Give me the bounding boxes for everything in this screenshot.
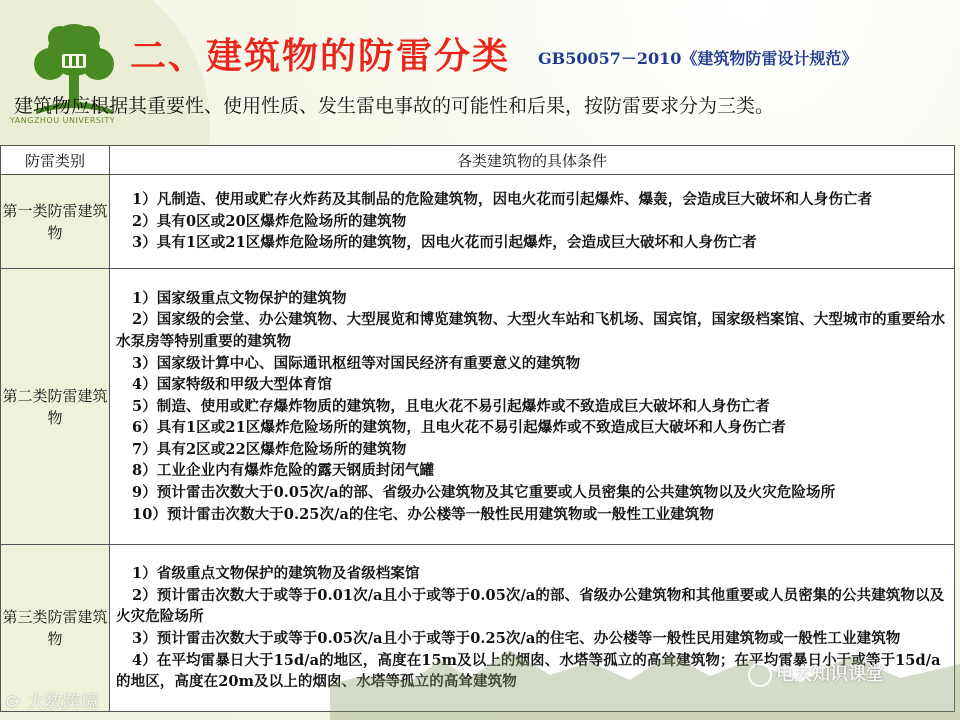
table-row: [1, 269, 955, 545]
condition-item: 2）具有0区或20区爆炸危险场所的建筑物: [132, 212, 407, 230]
condition-item: 3）预计雷击次数大于或等于0.05次/a且小于或等于0.25次/a的住宅、办公楼等一般性民用建筑物或一般性工业建筑物: [132, 630, 901, 647]
condition-item: 2）国家级的会堂、办公建筑物、大型展览和博览建筑物、大型火车站和飞机场、国宾馆，国家级档案馆、大型城市的重要给水水泵房等特别重要的建筑物: [116, 311, 946, 350]
condition-item: 5）制造、使用或贮存爆炸物质的建筑物，且电火花不易引起爆炸或不致造成巨大破坏和人身伤亡者: [132, 397, 770, 415]
condition-item: 3）国家级计算中心、国际通讯枢纽等对国民经济有重要意义的建筑物: [132, 354, 581, 372]
intro-text: 建筑物应根据其重要性、使用性质、发生雷电事故的可能性和后果，按防雷要求分为三类。: [14, 95, 775, 117]
condition-item: 1）国家级重点文物保护的建筑物: [132, 289, 347, 307]
condition-item: 1）省级重点文物保护的建筑物及省级档案馆: [132, 565, 420, 583]
chat-bubble-icon: [748, 663, 772, 687]
standard-reference: GB50057－2010《建筑物防雷设计规范》: [538, 49, 858, 68]
watermark-logo-icon: ⟳: [6, 692, 27, 713]
condition-item: 3）具有1区或21区爆炸危险场所的建筑物，因电火花而引起爆炸，会造成巨大破坏和人身伤亡者: [132, 234, 757, 252]
condition-item: 4）在平均雷暴日大于15d/a的地区，高度在15m及以上的烟囱、水塔等孤立的高耸建筑物；在平均雷暴日小于或等于15d/a的地区，高度在20m及以上的烟囱、水塔等孤立的高耸建筑物: [116, 651, 941, 691]
condition-item: 6）具有1区或21区爆炸危险场所的建筑物，且电火花不易引起爆炸或不致造成巨大破坏和人身伤亡者: [132, 419, 786, 437]
category-cell: 第二类防雷建筑物: [1, 269, 110, 545]
category-cell: 第一类防雷建筑物: [1, 175, 110, 269]
slide-title: 二、建筑物的防雷分类: [130, 36, 511, 77]
header-category: 防雷类别: [1, 146, 110, 175]
condition-item: 10）预计雷击次数大于0.25次/a的住宅、办公楼等一般性民用建筑物或一般性工业建筑物: [132, 505, 714, 523]
condition-item: 9）预计雷击次数大于0.05次/a的部、省级办公建筑物及其它重要或人员密集的公共建筑物以及火灾危险场所: [132, 484, 836, 502]
conditions-cell: [110, 269, 955, 545]
logo-caption: YANGZHOU UNIVERSITY: [10, 116, 116, 125]
watermark-left-text: 大数跨境: [26, 692, 99, 713]
condition-item: 4）国家特级和甲级大型体育馆: [132, 376, 332, 394]
condition-item: 1）凡制造、使用或贮存火炸药及其制品的危险建筑物，因电火花而引起爆炸、爆轰，会造成巨大破坏和人身伤亡者: [132, 191, 873, 209]
condition-item: 2）预计雷击次数大于或等于0.01次/a且小于或等于0.05次/a的部、省级办公建筑物和其他重要或人员密集的公共建筑物以及火灾危险场所: [116, 586, 945, 626]
watermark-right: [748, 660, 884, 687]
header-conditions: 各类建筑物的具体条件: [110, 146, 955, 175]
condition-item: 8）工业企业内有爆炸危险的露天钢质封闭气罐: [132, 462, 435, 480]
category-cell: 第三类防雷建筑物: [1, 545, 110, 712]
conditions-cell: [110, 175, 955, 269]
table-row: [1, 175, 955, 269]
skyline-decoration: [330, 590, 960, 720]
condition-item: 7）具有2区或22区爆炸危险场所的建筑物: [132, 440, 407, 458]
watermark-right-text: 电大知识课堂: [776, 664, 884, 685]
watermark-left: [6, 688, 99, 714]
table-header-row: [1, 146, 955, 175]
